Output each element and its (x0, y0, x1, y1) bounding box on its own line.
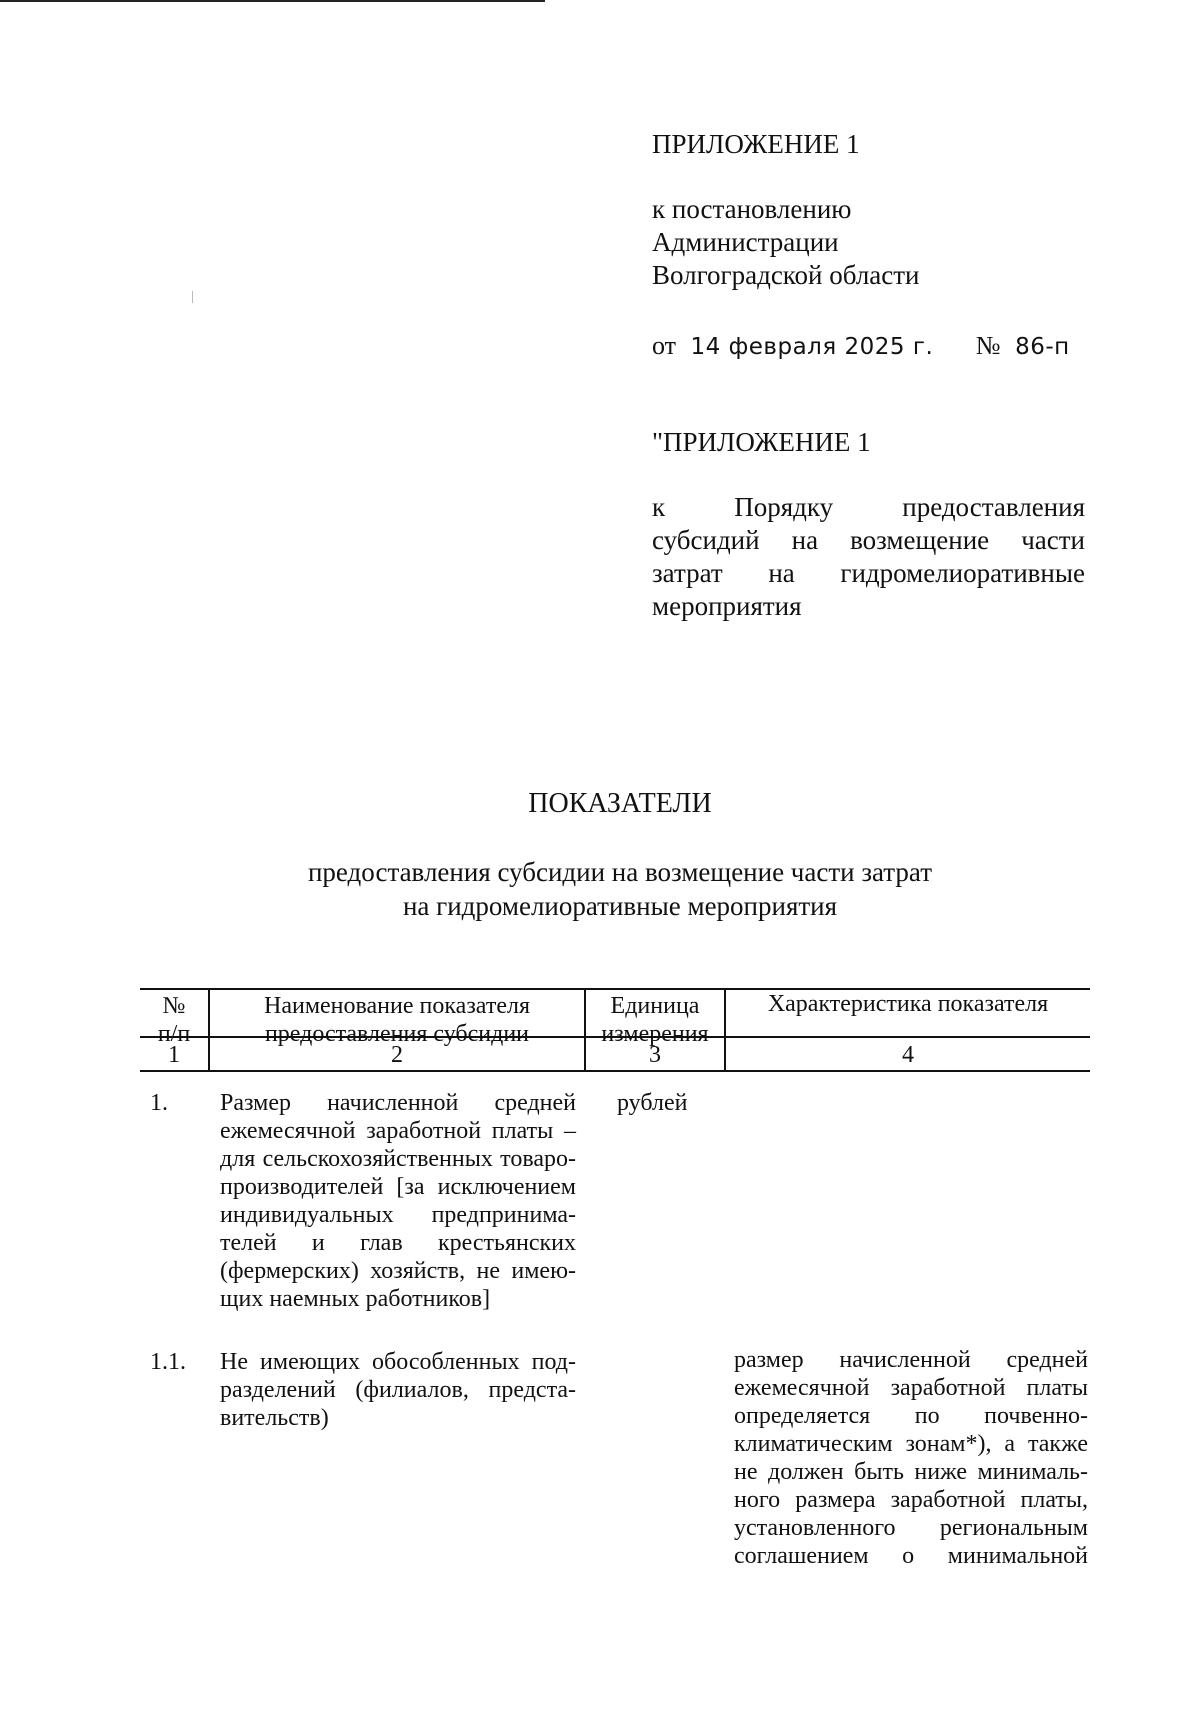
column-number: 3 (649, 1042, 661, 1068)
column-number: 1 (168, 1042, 180, 1068)
order-reference-line: субсидий на возмещение части (652, 525, 1085, 555)
document-subtitle-line: на гидромелиоративные мероприятия (402, 891, 838, 921)
scan-edge-line (0, 0, 545, 2)
appendix-date-line (652, 329, 1102, 364)
header-indicator-name: Наименование показателя предоставления субсидии (264, 993, 530, 1047)
order-reference-line: мероприятия (652, 591, 802, 621)
header-unit: Единица измерения (601, 993, 709, 1047)
header-number: № п/п (157, 993, 191, 1047)
number-value: 86-п (1015, 334, 1070, 360)
document-title: ПОКАЗАТЕЛИ (528, 788, 712, 819)
appendix-reference (652, 193, 1102, 292)
order-appendix-title: "ПРИЛОЖЕНИЕ 1 (652, 427, 871, 457)
document-subtitle-line: предоставления субсидии на возмещение части затрат (307, 857, 933, 887)
header-characteristic: Характеристика показателя (767, 991, 1049, 1017)
appendix-title: ПРИЛОЖЕНИЕ 1 (652, 129, 860, 159)
appendix-reference-line: Администрации (652, 227, 839, 257)
row-indicator-name: Размер начисленной средней ежемесячной заработной платы – для сельскохозяйственных товаро- производителей [за исключением индивидуальных предпринима- телей и глав крестьянских (фермерских) хозяйств, не имею- щих наемных работников] (220, 1090, 576, 1312)
appendix-reference-line: к постановлению (652, 194, 852, 224)
row-indicator-name: Не имеющих обособленных под- разделений (филиалов, предста- вительств) (220, 1349, 576, 1431)
document-subtitle (0, 855, 1200, 923)
order-reference-line: к Порядку предоставления (652, 492, 1085, 522)
order-reference (652, 491, 1085, 623)
column-number: 2 (391, 1042, 403, 1068)
row-unit: рублей (617, 1090, 688, 1116)
date-value: 14 февраля 2025 г. (690, 334, 934, 360)
order-reference-line: затрат на гидромелиоративные (652, 558, 1085, 588)
table-numbers-divider (140, 1070, 1090, 1072)
row-number: 1.1. (150, 1349, 186, 1375)
row-number: 1. (150, 1090, 168, 1116)
date-prefix: от (652, 331, 677, 360)
scan-speck (192, 291, 193, 303)
row-characteristic: размер начисленной средней ежемесячной заработной платы определяется по почвенно- климатическим зонам*), а также не должен быть ниже минималь- ного размера заработной платы, установленного региональным соглашением о минимальной (734, 1347, 1088, 1569)
number-sign: № (975, 331, 1001, 360)
column-number: 4 (902, 1042, 914, 1068)
appendix-reference-line: Волгоградской области (652, 260, 920, 290)
